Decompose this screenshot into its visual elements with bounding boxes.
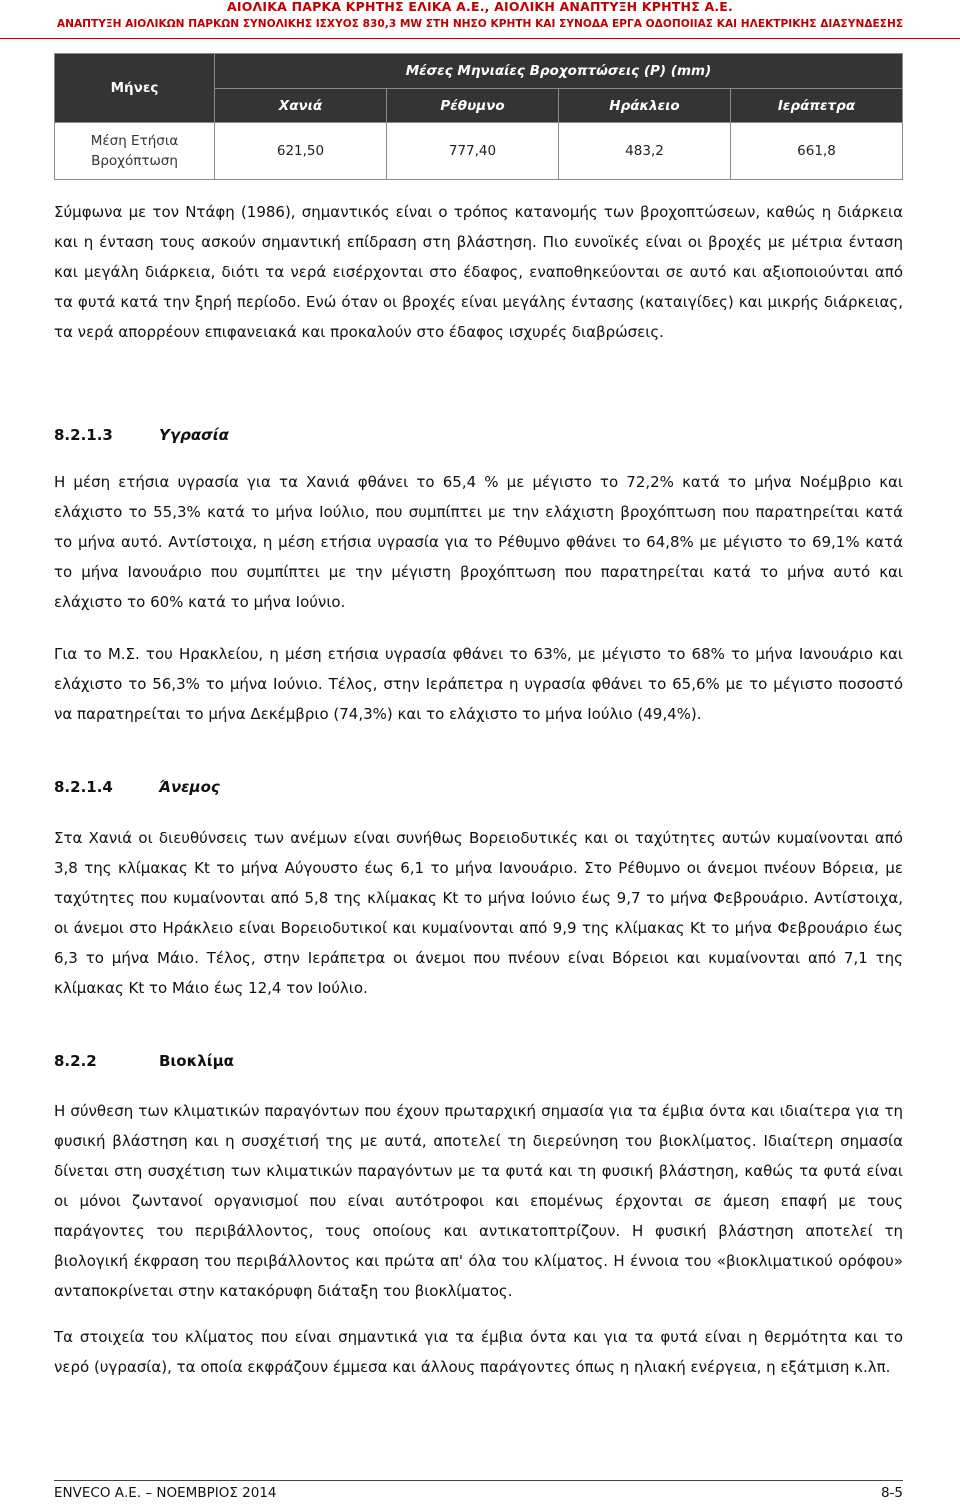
months-header-cell: Μήνες <box>55 54 215 123</box>
footer-company-date: ENVECO Α.Ε. – ΝΟΕΜΒΡΙΟΣ 2014 <box>54 1485 277 1501</box>
humidity-paragraph-2: Για το Μ.Σ. του Ηρακλείου, η μέση ετήσια υγρασία φθάνει το 63%, με μέγιστο το 68% το μήνα Ιανουάριο και ελάχιστο το 56,3% το μήνα Ιούνιο. Τέλος, στην Ιεράπετρα η υγρασία φθάνει το 65,6% με το μέγιστο ποσοστό να παρατηρείται το μήνα Δεκέμβριο (74,3%) και το ελάχιστο το μήνα Ιούλιο (49,4%). <box>54 645 903 723</box>
footer-page-number: 8-5 <box>880 1485 903 1501</box>
section-heading-bioclimate <box>54 1046 234 1076</box>
rainfall-value-rethymno: 777,40 <box>387 123 559 180</box>
section-heading-wind <box>54 772 220 802</box>
footer-divider <box>54 1480 903 1481</box>
wind-paragraph: Στα Χανιά οι διευθύνσεις των ανέμων είναι συνήθως Βορειοδυτικές και οι ταχύτητες αυτών κυμαίνονται από 3,8 της κλίμακας Kt το μήνα Αύγουστο έως 6,1 το μήνα Ιανουάριο. Στο Ρέθυμνο οι άνεμοι πνέουν Βόρεια, με ταχύτητες που κυμαίνονται από 5,8 της κλίμακας Kt το μήνα Ιούνιο έως 9,7 το μήνα Φεβρουάριο. Αντίστοιχα, οι άνεμοι στο Ηράκλειο είναι Βορειοδυτικοί και κυμαίνονται από 9,9 της κλίμακας Kt το μήνα Φεβρουάριο έως 6,3 το μήνα Μάιο. Τέλος, στην Ιεράπετρα οι άνεμοι που πνέουν είναι Βόρειοι και κυμαίνονται από 7,1 της κλίμακας Kt το Μάιο έως 12,4 τον Ιούλιο. <box>54 829 903 997</box>
rainfall-value-heraklion: 483,2 <box>559 123 731 180</box>
humidity-paragraph-1: Η μέση ετήσια υγρασία για τα Χανιά φθάνει το 65,4 % με μέγιστο το 72,2% κατά το μήνα Νοέμβριο και ελάχιστο το 55,3% κατά το μήνα Ιούλιο, που συμπίπτει με την ελάχιστη βροχόπτωση που παρατηρείται κατά το μήνα αυτό. Αντίστοιχα, η μέση ετήσια υγρασία για το Ρέθυμνο φθάνει το 64,8% με μέγιστο το 69,1% κατά το μήνα Ιανουάριο που συμπίπτει με την μέγιστη βροχόπτωση που παρατηρείται κατά το μήνα αυτό και ελάχιστο το 60% κατά το μήνα Ιούνιο. <box>54 473 903 611</box>
station-header-heraklion: Ηράκλειο <box>559 89 731 123</box>
section-number: 8.2.1.4 <box>54 778 113 796</box>
rainfall-paragraph: Σύμφωνα με τον Ντάφη (1986), σημαντικός είναι ο τρόπος κατανομής των βροχοπτώσεων, καθώς η διάρκεια και η ένταση τους ασκούν σημαντική επίδραση στη βλάστηση. Πιο ευνοϊκές είναι οι βροχές με μέτρια ένταση και μεγάλη διάρκεια, διότι τα νερά εισέρχονται στο έδαφος, εναποθηκεύονται σε αυτό και αξιοποιούνται από τα φυτά κατά την ξηρή περίοδο. Ενώ όταν οι βροχές είναι μεγάλης έντασης (καταιγίδες) και μικρής διάρκειας, τα νερά απορρέουν επιφανειακά και προκαλούν στο έδαφος ισχυρές διαβρώσεις. <box>54 203 903 341</box>
header-title: ΑΙΟΛΙΚΑ ΠΑΡΚΑ ΚΡΗΤΗΣ ΕΛΙΚΑ Α.Ε., ΑΙΟΛΙΚΗ ΑΝΑΠΤΥΞΗ ΚΡΗΤΗΣ Α.Ε. <box>226 0 733 14</box>
station-header-rethymno: Ρέθυμνο <box>387 89 559 123</box>
bioclimate-paragraph-2: Τα στοιχεία του κλίματος που είναι σημαντικά για τα έμβια όντα και για τα φυτά είναι η θερμότητα και το νερό (υγρασία), τα οποία εκφράζουν έμμεσα και άλλους παράγοντες όπως η ηλιακή ενέργεια, η εξάτμιση κ.λπ. <box>54 1328 903 1376</box>
station-header-chania: Χανιά <box>215 89 387 123</box>
section-title: Άνεμος <box>159 778 220 796</box>
annual-rainfall-label: Μέση Ετήσια Βροχόπτωση <box>55 123 215 180</box>
section-title: Υγρασία <box>159 426 229 444</box>
station-header-ierapetra: Ιεράπετρα <box>731 89 903 123</box>
section-number: 8.2.1.3 <box>54 426 113 444</box>
section-heading-humidity <box>54 420 229 450</box>
rainfall-value-chania: 621,50 <box>215 123 387 180</box>
rainfall-value-ierapetra: 661,8 <box>731 123 903 180</box>
section-number: 8.2.2 <box>54 1052 97 1070</box>
bioclimate-paragraph-1: Η σύνθεση των κλιματικών παραγόντων που έχουν πρωταρχική σημασία για τα έμβια όντα και ιδιαίτερα για τη φυσική βλάστηση και η συσχέτισή της με αυτά, αποτελεί τη διερεύνηση του βιοκλίματος. Ιδιαίτερη σημασία δίνεται στη συσχέτιση των κλιματικών παραγόντων με τα φυτά και τη φυσική βλάστηση, καθώς τα φυτά είναι οι μόνοι ζωντανοί οργανισμοί που είναι αυτότροφοι και επομένως έρχονται σε άμεση επαφή με τους παράγοντες του περιβάλλοντος, τους οποίους και αντικατοπτρίζουν. Η φυσική βλάστηση αποτελεί τη βιολογική έκφραση του περιβάλλοντος και πρώτα απ' όλα του κλίματος. Η έννοια του «βιοκλιματικού ορόφου» ανταποκρίνεται στην κατακόρυφη διάταξη του βιοκλίματος. <box>54 1102 903 1300</box>
rainfall-table <box>54 53 903 180</box>
rainfall-group-header: Μέσες Μηνιαίες Βροχοπτώσεις (P) (mm) <box>215 54 903 89</box>
header-divider <box>0 38 960 39</box>
section-title: Βιοκλίμα <box>159 1052 234 1070</box>
header-subtitle: ΑΝΑΠΤΥΞΗ ΑΙΟΛΙΚΩΝ ΠΑΡΚΩΝ ΣΥΝΟΛΙΚΗΣ ΙΣΧΥΟΣ 830,3 MW ΣΤΗ ΝΗΣΟ ΚΡΗΤΗ ΚΑΙ ΣΥΝΟΔΑ ΕΡΓΑ ΟΔΟΠΟΙΙΑΣ ΚΑΙ ΗΛΕΚΤΡΙΚΗΣ ΔΙΑΣΥΝΔΕΣΗΣ <box>56 18 904 30</box>
